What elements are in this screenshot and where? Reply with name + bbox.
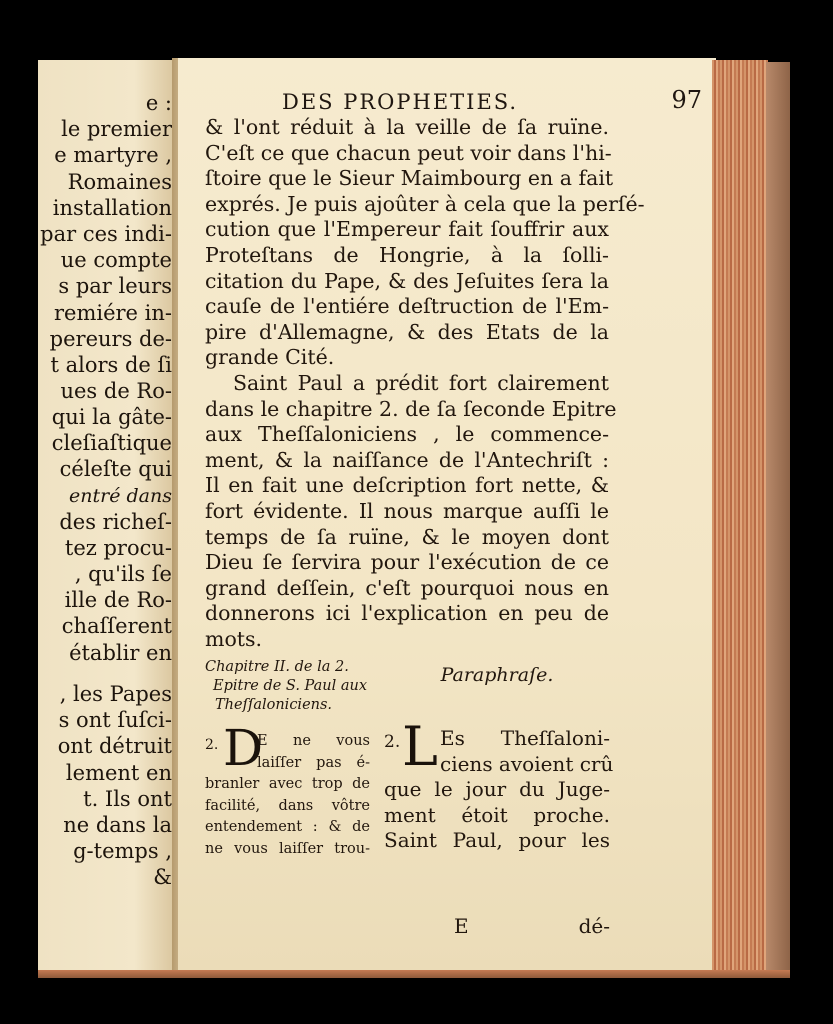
body-line: Il en fait une deſcription fort nette, & (205, 473, 609, 498)
body-line: Dieu ſe ſervira pour l'exécution de ce (205, 550, 609, 575)
left-page-line: ille de Ro- (64, 588, 172, 612)
note-heading-line: Chapitre II. de la 2. (205, 659, 349, 675)
body-line: ſtoire que le Sieur Maimbourg en a fait (205, 166, 614, 191)
paraphrase-text (384, 715, 614, 854)
left-page-line: ne dans la (63, 813, 172, 837)
left-page-line: ues de Ro- (60, 379, 172, 403)
scripture-note (205, 658, 370, 857)
body-line: temps de ſa ruïne, & le moyen dont (205, 524, 609, 549)
note-drop-cap: D (223, 719, 264, 777)
body-line: citation du Pape, & des Jeſuites ſera la (205, 268, 609, 293)
note-line: ne vous laiſſer trou- (205, 840, 370, 857)
left-page-line: établir en (69, 641, 172, 665)
body-line: Proteſtans de Hongrie, à la ſolli- (205, 242, 609, 267)
left-page-line: qui la gâte- (51, 405, 172, 429)
left-page-line: pereurs de- (49, 327, 172, 351)
body-line: & l'ont réduit à la veille de ſa ruïne. (205, 115, 609, 139)
body-line: grande Cité. (205, 345, 335, 370)
paraphrase-verse-number: 2. (384, 732, 401, 752)
left-page-line: t. Ils ont (83, 787, 172, 811)
left-page-line: s ont ſuſci- (58, 708, 172, 732)
note-text (205, 719, 370, 860)
body-line: pire d'Allemagne, & des Etats de la (205, 319, 609, 344)
body-line: cution que l'Empereur fait ſouffrir aux (205, 217, 609, 242)
left-page-line: s par leurs (58, 274, 172, 298)
body-line: fort évidente. Il nous marque auſſi le (205, 498, 609, 523)
body-line: C'eſt ce que chacun peut voir dans l'hi- (205, 140, 612, 165)
body-line: exprés. Je puis ajoûter à cela que la perſé- (205, 191, 645, 216)
body-line: Saint Paul a prédit fort clairement (233, 370, 609, 395)
cover-edge (766, 62, 790, 974)
left-page-line: e : (145, 91, 172, 115)
body-line: dans le chapitre 2. de ſa ſeconde Epitre (205, 396, 617, 421)
body-text (205, 115, 645, 652)
left-page (38, 60, 176, 972)
note-line: facilité, dans vôtre (205, 797, 370, 814)
left-page-line: le premier (61, 117, 172, 141)
book-spread (38, 58, 790, 978)
note-verse-number: 2. (205, 737, 219, 753)
left-page-line: tez procu- (64, 536, 172, 560)
left-page-line: g-temps , (73, 839, 172, 863)
left-page-line: entré dans (69, 485, 172, 507)
paraphrase-line: que le jour du Juge- (384, 777, 610, 802)
left-page-line: chaſſerent (61, 614, 172, 638)
body-line: mots. (205, 626, 263, 651)
page-footer (384, 914, 610, 940)
page-number: 97 (671, 86, 702, 114)
paraphrase-line: Saint Paul, pour les (384, 828, 610, 853)
note-line: laiſſer pas é- (257, 754, 370, 771)
paraphrase-drop-cap: L (402, 715, 438, 778)
left-page-line: cleſiaſtique (51, 431, 172, 455)
running-title: DES PROPHETIES. (282, 90, 519, 114)
note-heading-line: Epitre de S. Paul aux (213, 678, 368, 694)
left-page-line: des richeſ- (59, 510, 172, 534)
paraphrase-title: Paraphraſe. (440, 664, 554, 686)
paraphrase-section (384, 658, 614, 853)
right-page (178, 58, 716, 973)
left-page-line: ue compte (60, 248, 172, 272)
body-line: cauſe de l'entiére deſtruction de l'Em- (205, 294, 609, 319)
body-line: grand deſſein, c'eſt pourquoi nous en (205, 575, 609, 600)
left-page-line: , qu'ils ſe (74, 562, 172, 586)
signature-mark: E (454, 914, 469, 938)
note-heading-line: Theſſaloniciens. (215, 697, 333, 713)
left-page-line: & (153, 865, 172, 889)
left-page-line: lement en (65, 761, 172, 785)
note-line: entendement : & de (205, 819, 370, 835)
paraphrase-line: Es Theſſaloni- (440, 726, 610, 750)
body-line: donnerons ici l'explication en peu de (205, 601, 609, 626)
bottom-edge (38, 970, 790, 978)
left-page-line: , les Papes (59, 682, 172, 706)
body-line: ment, & la naiſſance de l'Antechriſt : (205, 447, 609, 472)
left-page-line: ont détruit (57, 734, 172, 758)
left-page-line: Romaines (67, 170, 172, 194)
paraphrase-line: ment étoit proche. (384, 802, 610, 827)
note-line: E ne vous (257, 733, 370, 749)
left-page-line: céleſte qui (59, 457, 172, 481)
left-page-line: e martyre , (54, 143, 172, 167)
left-page-line: t alors de ſi (50, 353, 172, 377)
note-line: branler avec trop de (205, 776, 370, 792)
note-heading (205, 658, 370, 715)
body-line: aux Theſſaloniciens , le commence- (205, 422, 609, 447)
catchword: dé- (578, 914, 610, 938)
left-page-line: installation (52, 196, 172, 220)
page-edges (712, 60, 768, 974)
paraphrase-line: ciens avoient crû (440, 751, 614, 776)
left-page-line: par ces indi- (40, 222, 172, 246)
left-page-line: remiére in- (53, 301, 172, 325)
